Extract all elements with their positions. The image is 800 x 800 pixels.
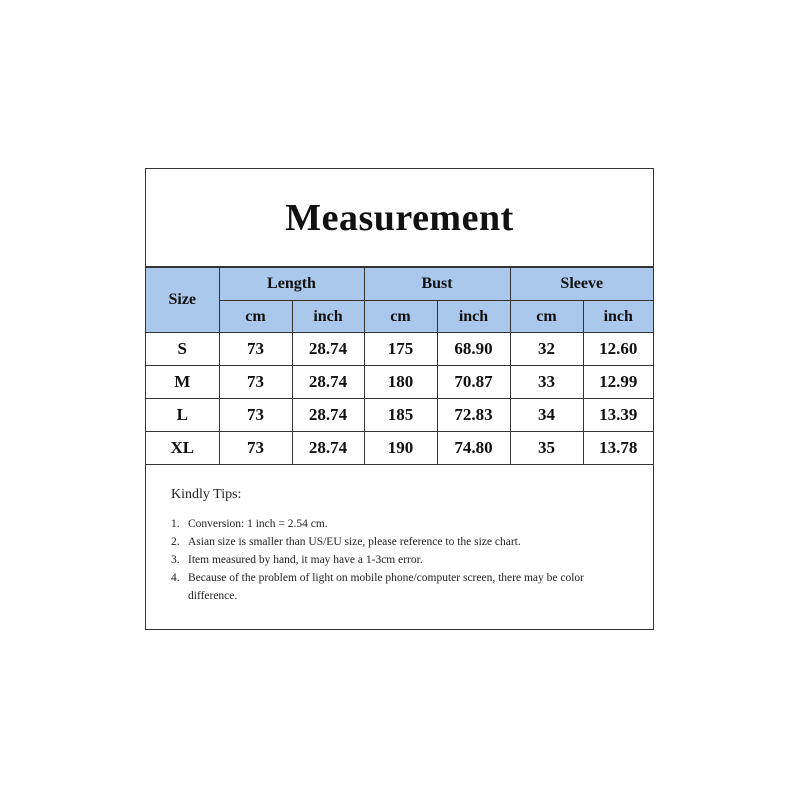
table-cell: 68.90 [437,333,510,366]
list-item [171,551,611,569]
size-cell: S [146,333,219,366]
table-cell: 28.74 [292,432,364,465]
table-cell: 180 [364,366,437,399]
table-cell: 73 [219,399,292,432]
chart-title: Measurement [146,169,653,267]
table-row [146,399,653,432]
size-table [146,267,653,465]
tip-number: 1. [171,518,180,530]
table-cell: 73 [219,333,292,366]
length-header: Length [219,268,364,301]
table-row [146,366,653,399]
table-cell: 73 [219,432,292,465]
table-cell: 13.78 [583,432,653,465]
unit-header: cm [510,301,583,333]
table-cell: 12.99 [583,366,653,399]
tip-text: Conversion: 1 inch = 2.54 cm. [188,518,328,530]
table-cell: 28.74 [292,399,364,432]
table-cell: 33 [510,366,583,399]
size-cell: XL [146,432,219,465]
group-header-row [146,268,653,301]
bust-header: Bust [364,268,510,301]
table-cell: 35 [510,432,583,465]
unit-header: cm [219,301,292,333]
table-cell: 73 [219,366,292,399]
table-cell: 13.39 [583,399,653,432]
measurement-card [145,168,654,630]
size-cell: M [146,366,219,399]
table-row [146,432,653,465]
unit-header: inch [292,301,364,333]
sleeve-header: Sleeve [510,268,653,301]
list-item [171,515,611,533]
unit-header: cm [364,301,437,333]
tip-text: Because of the problem of light on mobile phone/computer screen, there may be color difference. [188,572,584,602]
table-cell: 72.83 [437,399,510,432]
tip-number: 2. [171,536,180,548]
table-cell: 12.60 [583,333,653,366]
unit-header: inch [437,301,510,333]
table-cell: 175 [364,333,437,366]
unit-header: inch [583,301,653,333]
size-cell: L [146,399,219,432]
tip-number: 3. [171,554,180,566]
table-cell: 190 [364,432,437,465]
tip-text: Item measured by hand, it may have a 1-3cm error. [188,554,423,566]
tips-list [171,515,611,605]
tip-text: Asian size is smaller than US/EU size, please reference to the size chart. [188,536,521,548]
tip-number: 4. [171,572,180,584]
table-cell: 70.87 [437,366,510,399]
unit-header-row [146,301,653,333]
list-item [171,533,611,551]
list-item [171,569,611,605]
table-cell: 28.74 [292,366,364,399]
tips-section [171,487,611,605]
size-header: Size [146,268,219,333]
table-cell: 32 [510,333,583,366]
table-row [146,333,653,366]
table-cell: 28.74 [292,333,364,366]
tips-heading: Kindly Tips: [171,487,242,502]
table-cell: 34 [510,399,583,432]
table-cell: 74.80 [437,432,510,465]
table-cell: 185 [364,399,437,432]
